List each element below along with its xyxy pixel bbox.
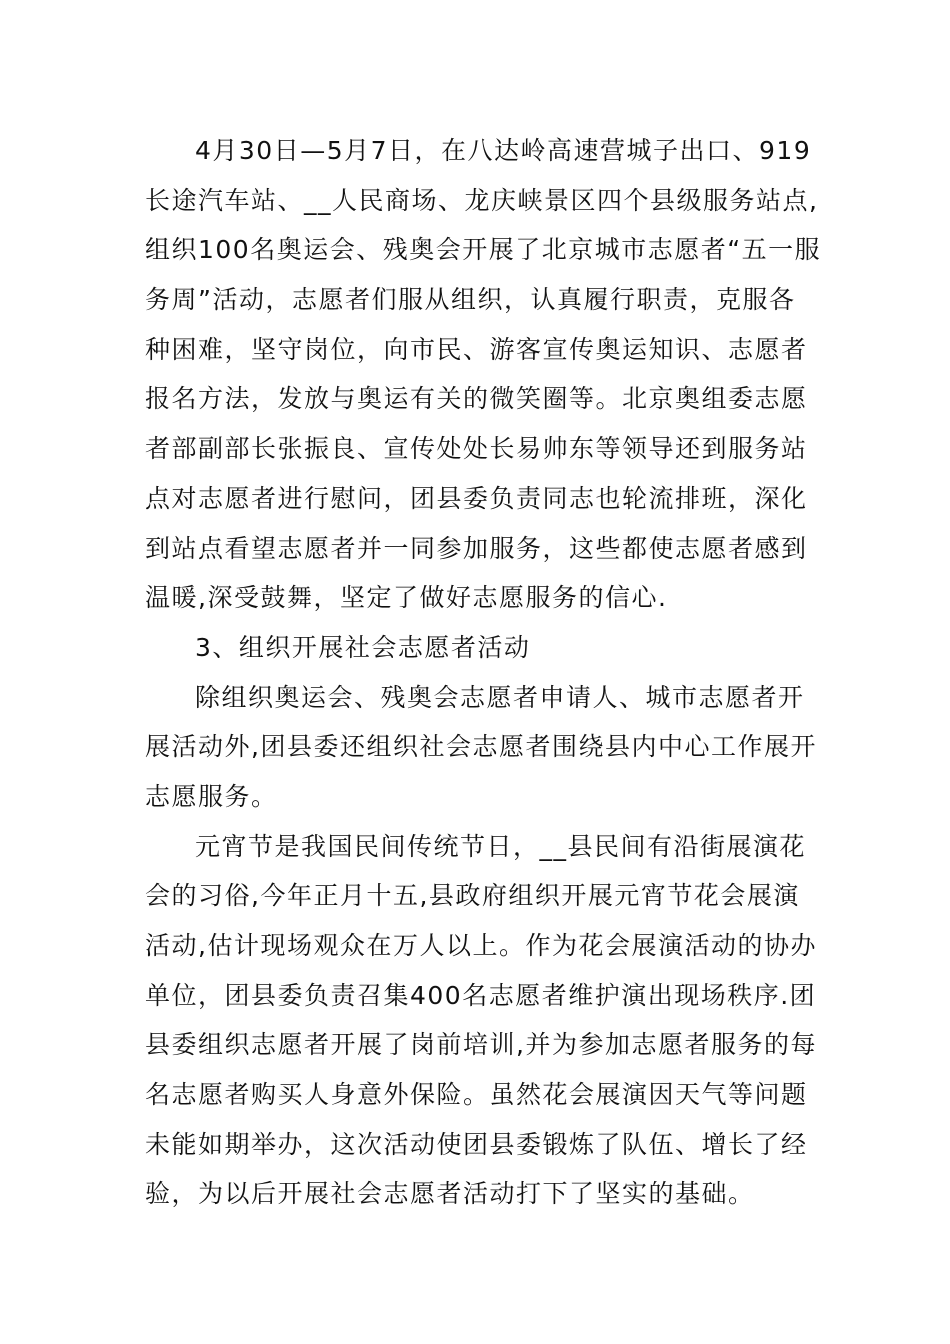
paragraph-line: 会的习俗,今年正月十五,县政府组织开展元宵节花会展演 [145,881,800,911]
section-heading: 3、组织开展社会志愿者活动 [195,632,531,662]
paragraph-line: 长途汽车站、__人民商场、龙庆峡景区四个县级服务站点, [145,185,819,215]
paragraph-line: 到站点看望志愿者并一同参加服务，这些都使志愿者感到 [145,533,808,563]
paragraph-line: 报名方法，发放与奥运有关的微笑圈等。北京奥组委志愿 [145,384,808,414]
paragraph-line: 组织100名奥运会、残奥会开展了北京城市志愿者“五一服 [145,235,822,265]
paragraph-line: 点对志愿者进行慰问，团县委负责同志也轮流排班，深化 [145,483,808,513]
paragraph-line: 名志愿者购买人身意外保险。虽然花会展演因天气等问题 [145,1080,808,1110]
paragraph-line: 县委组织志愿者开展了岗前培训,并为参加志愿者服务的每 [145,1030,817,1060]
paragraph-line: 志愿服务。 [145,781,278,811]
document-body [145,126,822,1219]
paragraph-3 [145,822,815,1220]
paragraph-2 [145,673,815,822]
paragraph-line: 者部副部长张振良、宣传处处长易帅东等领导还到服务站 [145,434,808,464]
paragraph-line: 未能如期举办，这次活动使团县委锻炼了队伍、增长了经 [145,1129,808,1159]
paragraph-1 [145,126,822,623]
paragraph-line: 展活动外,团县委还组织社会志愿者围绕县内中心工作展开 [145,732,817,762]
paragraph-line: 除组织奥运会、残奥会志愿者申请人、城市志愿者开 [195,682,805,712]
paragraph-line: 务周”活动，志愿者们服从组织，认真履行职责，克服各 [145,285,796,315]
paragraph-line: 元宵节是我国民间传统节日，__县民间有沿街展演花 [195,831,807,861]
paragraph-line: 4月30日—5月7日，在八达岭高速营城子出口、919 [195,136,812,165]
paragraph-line: 单位，团县委负责召集400名志愿者维护演出现场秩序.团 [145,980,817,1010]
paragraph-line: 种困难，坚守岗位，向市民、游客宣传奥运知识、志愿者 [145,334,808,364]
paragraph-line: 活动,估计现场观众在万人以上。作为花会展演活动的协办 [145,931,817,960]
paragraph-line: 验，为以后开展社会志愿者活动打下了坚实的基础。 [145,1179,755,1209]
paragraph-line: 温暖,深受鼓舞，坚定了做好志愿服务的信心. [145,583,668,613]
